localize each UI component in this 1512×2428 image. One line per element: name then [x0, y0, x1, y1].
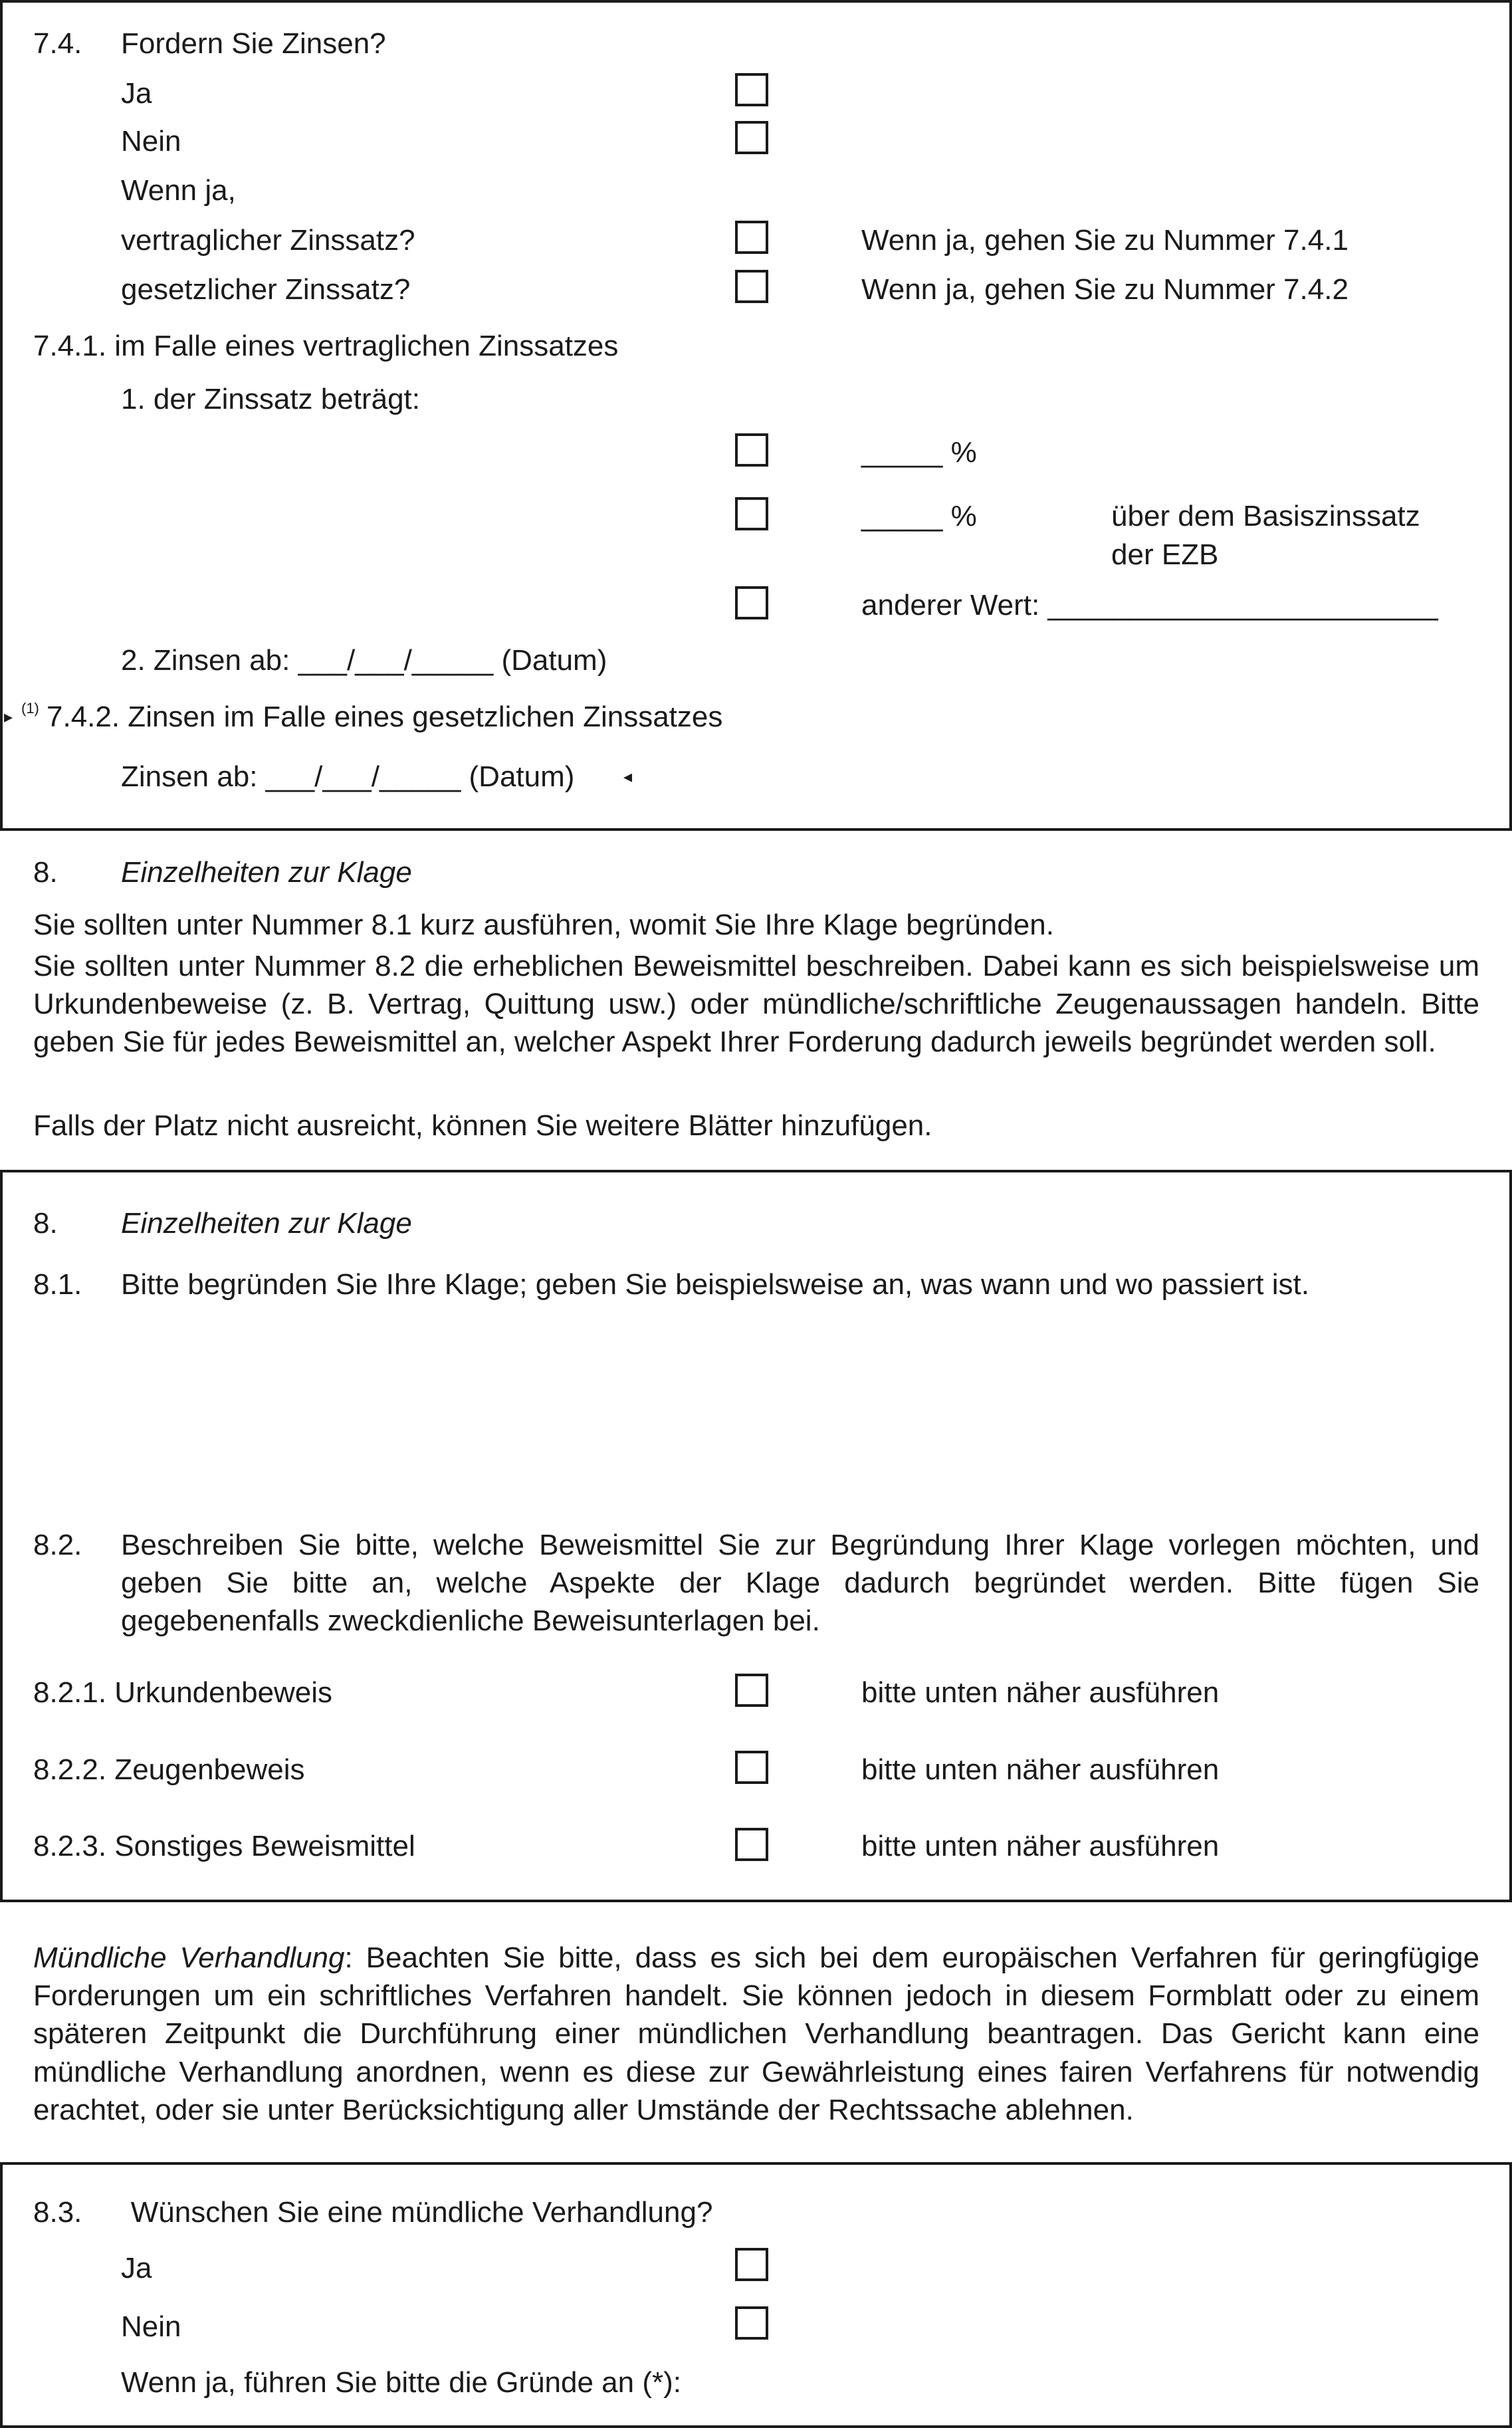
evidence-other-note: bitte unten näher ausführen — [861, 1830, 1220, 1862]
label-legal-rate: gesetzlicher Zinssatz? — [121, 273, 411, 306]
oral-hearing-info — [33, 1939, 1479, 2129]
interest-from-date-legal[interactable]: Zinsen ab: ___/___/_____ (Datum) — [121, 760, 575, 793]
info-8-paragraph-1: Sie sollten unter Nummer 8.1 kurz ausführen, womit Sie Ihre Klage begründen. — [33, 909, 1054, 941]
oral-hearing-info-text: : Beachten Sie bitte, dass es sich bei dem europäischen Verfahren für geringfügige Forderungen um ein schriftliches Verfahren handelt. Sie können jedoch in diesem Formblatt oder zu einem späteren Zeitpunkt die Durchführung einer mündlichen Verhandlung beantragen. Das Gericht kann eine mündliche Verhandlung anordnen, wenn es diese zur Gewährleistung eines fairen Verfahrens für notwendig erachtet, oder sie unter Berücksichtigung aller Umstände der Rechtssache ablehnen. — [33, 1941, 1479, 2126]
checkbox-evidence-other[interactable] — [735, 1828, 768, 1861]
evidence-documents-note: bitte unten näher ausführen — [861, 1676, 1220, 1709]
other-value-field[interactable]: anderer Wert: ________________________ — [861, 589, 1438, 621]
footnote-marker: (1) — [21, 700, 39, 717]
info-8-paragraph-3: Falls der Platz nicht ausreicht, können Sie weitere Blätter hinzufügen. — [33, 1109, 932, 1142]
section-8-2-text: Beschreiben Sie bitte, welche Beweismittel Sie zur Begründung Ihrer Klage vorlegen möchten, und geben Sie bitte an, welche Aspekte der Klage dadurch begründet werden. Bitte fügen Sie gegebenenfalls zweckdienliche Beweisunterlagen bei. — [121, 1529, 1479, 1638]
checkbox-other-value[interactable] — [735, 586, 768, 619]
checkbox-contract-rate[interactable] — [735, 221, 768, 254]
section-8-2-number: 8.2. — [33, 1529, 82, 1561]
reasons-prompt: Wenn ja, führen Sie bitte die Gründe an (*): — [121, 2366, 682, 2399]
checkbox-8-3-nein[interactable] — [735, 2306, 768, 2340]
checkbox-pct-2[interactable] — [735, 497, 768, 530]
info-8-paragraph-2: Sie sollten unter Nummer 8.2 die erheblichen Beweismittel beschreiben. Dabei kann es sich beispielsweise um Urkundenbeweise (z. B. Vertrag, Quittung usw.) oder mündliche/schriftliche Zeugenaussagen handeln. Bitte geben Sie für jedes Beweismittel an, welcher Aspekt Ihrer Forderung dadurch jeweils begründet werden soll. — [33, 950, 1479, 1059]
label-nein: Nein — [121, 125, 181, 158]
label-ja: Ja — [121, 77, 152, 110]
checkbox-ja[interactable] — [735, 73, 768, 106]
info-8-title: Einzelheiten zur Klage — [121, 856, 412, 889]
section-8-title: Einzelheiten zur Klage — [121, 1207, 412, 1240]
checkbox-8-3-ja[interactable] — [735, 2248, 768, 2281]
marker-start-arrow: ▸ — [4, 707, 13, 726]
section-7-4-1-title: 7.4.1. im Falle eines vertraglichen Zinssatzes — [33, 330, 619, 362]
checkbox-evidence-witness[interactable] — [735, 1751, 768, 1784]
label-rate-is: 1. der Zinssatz beträgt: — [121, 383, 420, 415]
checkbox-pct-1[interactable] — [735, 433, 768, 467]
oral-hearing-info-lead: Mündliche Verhandlung — [33, 1941, 345, 1974]
evidence-witness-note: bitte unten näher ausführen — [861, 1753, 1220, 1786]
evidence-other-label: 8.2.3. Sonstiges Beweismittel — [33, 1830, 415, 1862]
q-7-4-text: Fordern Sie Zinsen? — [121, 27, 386, 60]
section-8-1-number: 8.1. — [33, 1268, 82, 1301]
evidence-witness-label: 8.2.2. Zeugenbeweis — [33, 1753, 305, 1786]
label-wenn-ja: Wenn ja, — [121, 174, 236, 207]
above-base-rate-line-2: der EZB — [1111, 538, 1219, 571]
q-7-4-number: 7.4. — [33, 27, 82, 60]
marker-end-arrow: ◂ — [623, 766, 633, 786]
above-base-rate-line-1: über dem Basiszinssatz — [1111, 500, 1420, 532]
checkbox-legal-rate[interactable] — [735, 270, 768, 303]
checkbox-nein[interactable] — [735, 121, 768, 154]
label-contract-rate: vertraglicher Zinssatz? — [121, 224, 415, 257]
section-7-4-2-title: 7.4.2. Zinsen im Falle eines gesetzlichen Zinssatzes — [47, 701, 723, 733]
label-8-3-nein: Nein — [121, 2310, 181, 2343]
pct-2-field[interactable]: _____ % — [861, 500, 977, 532]
label-8-3-ja: Ja — [121, 2252, 152, 2284]
pct-1-field[interactable]: _____ % — [861, 436, 977, 469]
interest-from-date[interactable]: 2. Zinsen ab: ___/___/_____ (Datum) — [121, 644, 607, 677]
section-8-1-text: Bitte begründen Sie Ihre Klage; geben Sie beispielsweise an, was wann und wo passiert ist. — [121, 1268, 1309, 1301]
section-8-number: 8. — [33, 1207, 58, 1240]
legal-goto-note: Wenn ja, gehen Sie zu Nummer 7.4.2 — [861, 273, 1349, 306]
contract-goto-note: Wenn ja, gehen Sie zu Nummer 7.4.1 — [861, 224, 1349, 257]
section-8-3-question: 8.3. Wünschen Sie eine mündliche Verhandlung? — [33, 2196, 713, 2229]
evidence-documents-label: 8.2.1. Urkundenbeweis — [33, 1676, 333, 1709]
checkbox-evidence-documents[interactable] — [735, 1674, 768, 1707]
info-8-number: 8. — [33, 856, 58, 889]
